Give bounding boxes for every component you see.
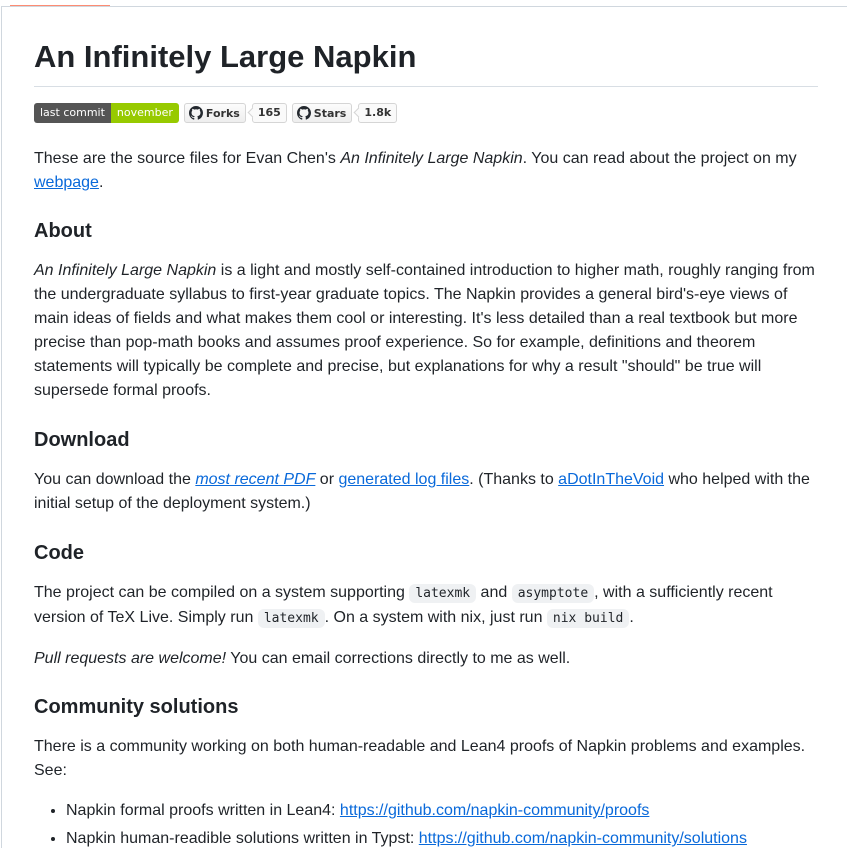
pr-text: You can email corrections directly to me as well. — [226, 650, 571, 668]
webpage-link[interactable]: webpage — [34, 174, 99, 192]
forks-badge[interactable] — [184, 103, 287, 123]
readme-content — [34, 38, 818, 855]
download-text: who helped with the initial setup of the deployment system.) — [34, 471, 810, 513]
community-heading: Community solutions — [34, 696, 239, 719]
last-commit-badge[interactable] — [34, 103, 179, 123]
pr-emphasis: Pull requests are welcome! — [34, 650, 227, 668]
pdf-link[interactable] — [195, 471, 315, 488]
community-list — [34, 799, 818, 851]
forks-count[interactable]: 165 — [252, 103, 287, 123]
user-link[interactable]: aDotInTheVoid — [558, 471, 665, 489]
solutions-link[interactable]: https://github.com/napkin-community/solutions — [418, 830, 747, 848]
download-text: . (Thanks to — [469, 471, 559, 489]
download-paragraph — [34, 468, 818, 516]
forks-button[interactable] — [184, 103, 246, 123]
community-paragraph: There is a community working on both human-readable and Lean4 proofs of Napkin problems and examples. See: — [34, 738, 806, 780]
download-heading: Download — [34, 429, 130, 452]
code-text: The project can be compiled on a system supporting — [34, 584, 410, 602]
intro-text: . You can read about the project on my — [522, 150, 797, 168]
list-item-label: Napkin formal proofs written in Lean4: — [66, 802, 340, 820]
intro-text: These are the source files for Evan Chen's — [34, 150, 341, 168]
code-text: . — [629, 609, 634, 627]
download-text: or — [315, 471, 339, 489]
page-title: An Infinitely Large Napkin — [34, 38, 818, 87]
stars-badge[interactable] — [292, 103, 397, 123]
download-text: You can download the — [34, 471, 196, 489]
inline-code: asymptote — [512, 584, 594, 603]
github-icon — [189, 106, 203, 120]
stars-count[interactable]: 1.8k — [358, 103, 397, 123]
intro-text: . — [98, 174, 104, 192]
log-files-link[interactable]: generated log files — [338, 471, 470, 489]
list-item — [66, 799, 818, 823]
proofs-link[interactable]: https://github.com/napkin-community/proofs — [339, 802, 650, 820]
forks-label: Forks — [205, 106, 240, 120]
inline-code: latexmk — [258, 609, 325, 628]
code-heading: Code — [34, 542, 84, 565]
code-text: , with a sufficiently recent version of TeX Live. Simply run — [34, 584, 773, 627]
stars-label: Stars — [313, 106, 347, 120]
about-text: is a light and mostly self-contained introduction to higher math, roughly ranging from the undergraduate syllabus to first-year graduate topics. The Napkin provides a general bird's-eye views of main ideas of fields and what makes them cool or interesting. It's less detailed than a real textbook but more precise than pop-math books and assumes proof experience. So for example, definitions and theorem statements will typically be complete and precise, but explanations for why a result "should" be true will supersede formal proofs. — [34, 262, 815, 400]
stars-button[interactable] — [292, 103, 353, 123]
list-item-label: Napkin human-readible solutions written in Typst: — [66, 830, 419, 848]
last-commit-value: november — [111, 103, 179, 123]
pdf-link-label: most recent PDF — [195, 471, 316, 489]
intro-paragraph — [34, 147, 818, 195]
inline-code: latexmk — [409, 584, 476, 603]
about-heading: About — [34, 220, 92, 243]
book-title: An Infinitely Large Napkin — [340, 150, 523, 168]
code-text: and — [476, 584, 512, 602]
last-commit-label: last commit — [34, 103, 111, 123]
book-title: An Infinitely Large Napkin — [34, 262, 217, 280]
badge-row — [34, 103, 818, 123]
about-paragraph — [34, 259, 818, 403]
github-icon — [297, 106, 311, 120]
inline-code: nix build — [547, 609, 629, 628]
pull-requests-paragraph — [34, 647, 818, 671]
code-text: . On a system with nix, just run — [324, 609, 547, 627]
code-paragraph — [34, 581, 818, 631]
